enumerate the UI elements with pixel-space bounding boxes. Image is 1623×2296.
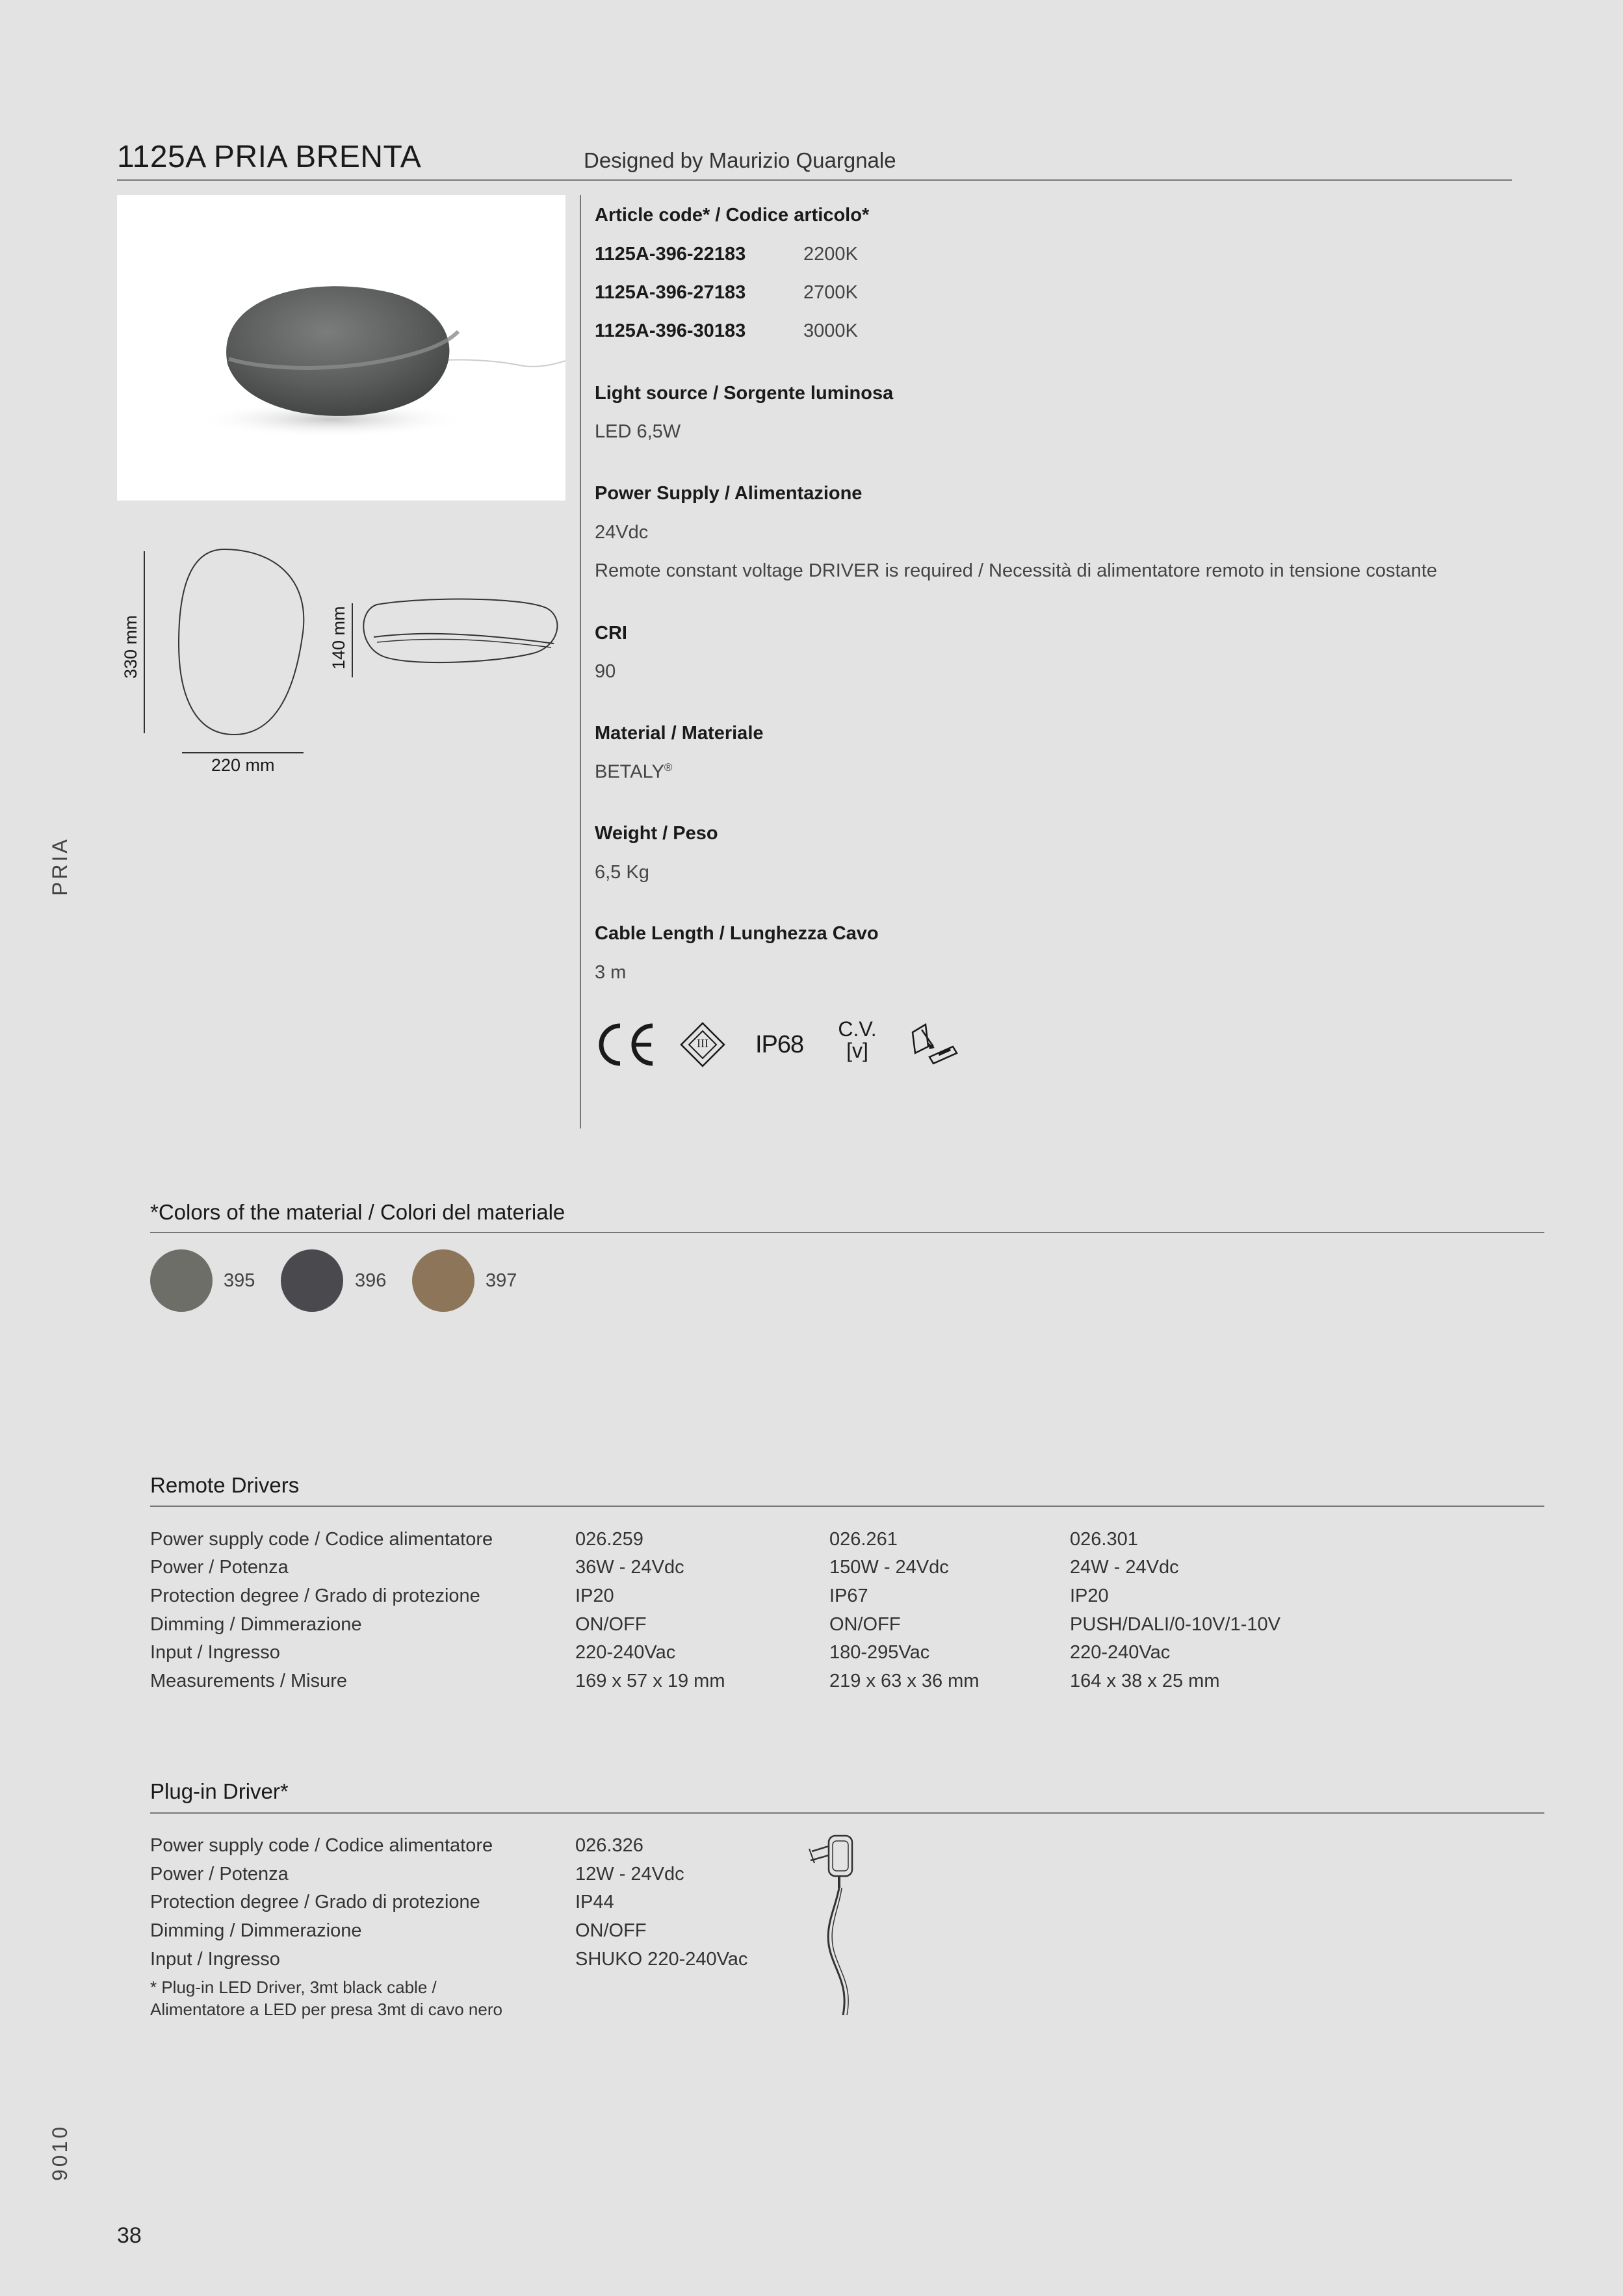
table-row-label: Dimming / Dimmerazione [150, 1614, 362, 1635]
material-name: BETALY [595, 761, 664, 783]
table-cell: 36W - 24Vdc [575, 1557, 684, 1578]
table-cell: 169 x 57 x 19 mm [575, 1671, 725, 1691]
article-temp-3: 3000K [803, 320, 858, 341]
dimension-width-top: 220 mm [211, 755, 275, 775]
table-row-label: Input / Ingresso [150, 1642, 280, 1663]
table-cell: 026.326 [575, 1835, 643, 1856]
weight-label: Weight / Peso [595, 823, 718, 844]
cv-bottom-label: [v] [846, 1039, 868, 1062]
color-code-396: 396 [355, 1270, 387, 1291]
table-cell: 026.261 [829, 1529, 898, 1550]
article-code-label: Article code* / Codice articolo* [595, 205, 870, 226]
table-row-label: Protection degree / Grado di protezione [150, 1585, 480, 1606]
spec-divider [580, 195, 581, 1128]
cable-length-label: Cable Length / Lunghezza Cavo [595, 923, 879, 944]
article-code-1: 1125A-396-22183 [595, 244, 746, 265]
remote-drivers-title: Remote Drivers [150, 1473, 300, 1497]
table-cell: SHUKO 220-240Vac [575, 1949, 748, 1970]
header-divider [117, 179, 1512, 181]
table-cell: IP67 [829, 1585, 868, 1606]
material-label: Material / Materiale [595, 723, 764, 744]
table-row-label: Power / Potenza [150, 1864, 289, 1885]
table-cell: 026.301 [1070, 1529, 1138, 1550]
table-cell: 12W - 24Vdc [575, 1864, 684, 1885]
color-swatch-396 [281, 1249, 343, 1312]
table-row-label: Measurements / Misure [150, 1671, 347, 1691]
registered-mark: ® [664, 761, 673, 774]
colors-title: *Colors of the material / Colori del materiale [150, 1200, 565, 1224]
material-value [595, 761, 672, 783]
table-cell: ON/OFF [575, 1920, 647, 1941]
color-code-397: 397 [486, 1270, 517, 1291]
table-row-label: Power supply code / Codice alimentatore [150, 1529, 493, 1550]
table-row-label: Input / Ingresso [150, 1949, 280, 1970]
light-source-label: Light source / Sorgente luminosa [595, 383, 894, 404]
article-temp-2: 2700K [803, 282, 858, 303]
weight-value: 6,5 Kg [595, 862, 649, 883]
table-cell: 164 x 38 x 25 mm [1070, 1671, 1220, 1691]
light-source-value: LED 6,5W [595, 421, 681, 442]
table-row-label: Dimming / Dimmerazione [150, 1920, 362, 1941]
cri-value: 90 [595, 661, 616, 682]
table-row-label: Power / Potenza [150, 1557, 289, 1578]
dimension-height-side: 140 mm [329, 606, 348, 670]
constant-voltage-icon [836, 1018, 879, 1061]
table-cell: 220-240Vac [575, 1642, 676, 1663]
series-side-label: PRIA [48, 837, 71, 896]
table-cell: 150W - 24Vdc [829, 1557, 949, 1578]
class-iii-label: III [697, 1037, 708, 1050]
plugin-driver-note-2: Alimentatore a LED per presa 3mt di cavo nero [150, 2000, 502, 2019]
article-code-3: 1125A-396-30183 [595, 320, 746, 341]
color-swatch-397 [412, 1249, 474, 1312]
product-photo [117, 195, 565, 501]
table-cell: PUSH/DALI/0-10V/1-10V [1070, 1614, 1280, 1635]
table-cell: 220-240Vac [1070, 1642, 1171, 1663]
table-cell: 026.259 [575, 1529, 643, 1550]
table-cell: IP44 [575, 1892, 614, 1912]
ip68-icon: IP68 [755, 1031, 804, 1058]
table-row-label: Power supply code / Codice alimentatore [150, 1835, 493, 1856]
catalog-side-label: 9010 [48, 2124, 71, 2181]
cri-label: CRI [595, 623, 627, 644]
cv-top-label: C.V. [838, 1017, 877, 1041]
dimension-height-top: 330 mm [121, 615, 140, 679]
installation-icon [910, 1021, 962, 1067]
colors-divider [150, 1232, 1544, 1233]
article-temp-1: 2200K [803, 244, 858, 265]
color-swatch-395 [150, 1249, 213, 1312]
cable-length-value: 3 m [595, 962, 627, 983]
plugin-driver-icon [803, 1832, 874, 2017]
table-row-label: Protection degree / Grado di protezione [150, 1892, 480, 1912]
table-cell: ON/OFF [575, 1614, 647, 1635]
plugin-driver-title: Plug-in Driver* [150, 1779, 289, 1803]
table-cell: ON/OFF [829, 1614, 901, 1635]
ce-mark-icon [597, 1022, 656, 1067]
table-cell: 219 x 63 x 36 mm [829, 1671, 980, 1691]
table-cell: IP20 [1070, 1585, 1109, 1606]
plugin-driver-note-1: * Plug-in LED Driver, 3mt black cable / [150, 1977, 437, 1997]
power-supply-label: Power Supply / Alimentazione [595, 483, 863, 504]
page-number: 38 [117, 2223, 142, 2248]
color-code-395: 395 [224, 1270, 255, 1291]
remote-drivers-divider [150, 1506, 1544, 1507]
table-cell: 24W - 24Vdc [1070, 1557, 1179, 1578]
power-supply-value: 24Vdc [595, 522, 649, 543]
table-cell: IP20 [575, 1585, 614, 1606]
plugin-driver-divider [150, 1812, 1544, 1814]
table-cell: 180-295Vac [829, 1642, 930, 1663]
article-code-2: 1125A-396-27183 [595, 282, 746, 303]
product-title: 1125A PRIA BRENTA [117, 140, 422, 174]
power-supply-note: Remote constant voltage DRIVER is required / Necessità di alimentatore remoto in tensione costante [595, 560, 1437, 581]
designer-credit: Designed by Maurizio Quargnale [584, 148, 896, 172]
